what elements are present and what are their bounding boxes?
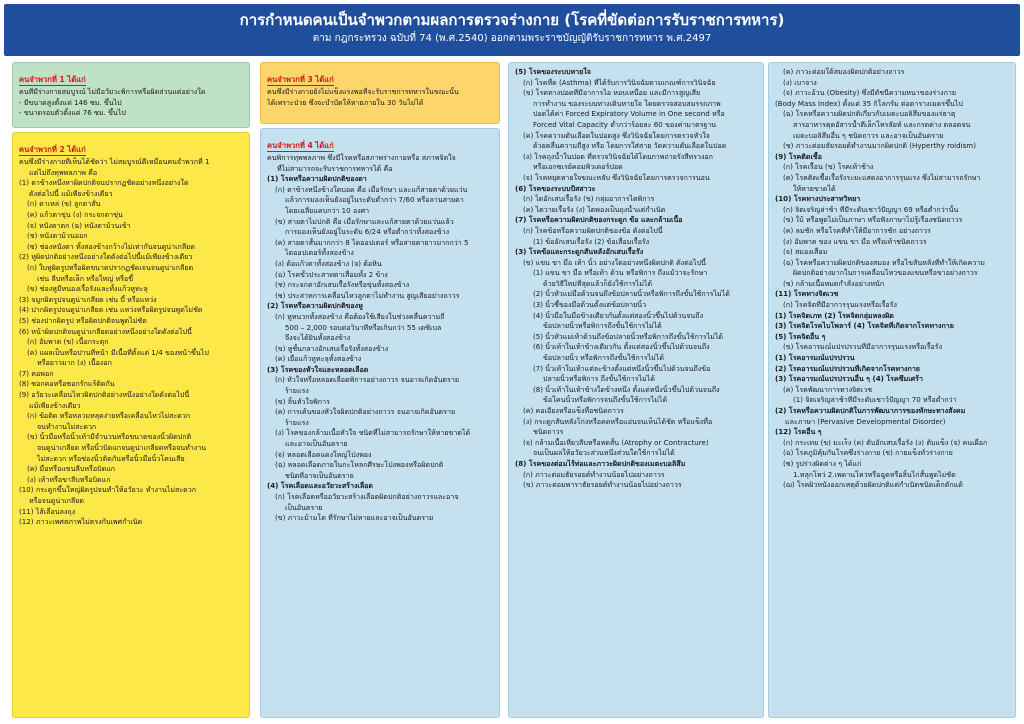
text-line: (ข) โรคอารมณ์แปรปรวนที่มีอาการรุนแรงหรือเรื้อรัง — [783, 342, 943, 352]
text-line: (ค) เยื่อแก้วหูทะลุทั้งสองข้าง — [275, 354, 362, 364]
text-line: (Body Mass Index) ตั้งแต่ 35 กิโลกรัม ต่อตารางเมตรขึ้นไป — [775, 98, 963, 108]
text-line: (ง) ต้อแก้วตาทั้งสองข้าง (จ) ต้อหิน — [275, 258, 382, 268]
text-line: (6) หน้าผิดปกติจนดูน่าเกลียดอย่างหนึ่งอย่างใดดังต่อไปนี้ — [19, 326, 192, 336]
text-line: (จ) หนังตาตก (ฉ) หนังตาม้วนเข้า — [27, 220, 131, 230]
group-1-title: คนจำพวกที่ 1 ได้แก่ — [19, 75, 86, 84]
text-line: (3) โรคอารมณ์แปรปรวนอื่น ๆ (4) โรคซึมเศร้า — [775, 374, 923, 384]
text-line: (ง) เท้าหรือขาลีบหรือบิดแก — [27, 474, 111, 484]
group-1-box — [12, 62, 250, 128]
text-line: (ข) สายตาไม่ปกติ คือ เมื่อรักษาและแก้สายตาด้วยแว่นแล้ว — [275, 216, 454, 226]
text-line: (8) โรคของต่อมไร้ท่อและภาวะผิดปกติของเมตะบอลิสึม — [515, 458, 686, 468]
text-line: (ฉ) โรคหรือความผิดปกติเกี่ยวกับเมตะบอลิสึมของแร่ธาตุ — [783, 109, 956, 119]
text-line: (2) โรคอารมณ์แปรปรวนที่เกิดจากโรคทางกาย — [775, 363, 920, 373]
text-line: (3) โรคของหัวใจและหลอดเลือด — [267, 364, 369, 374]
text-line: (3) โรคข้อและกระดูกสันหลังอักเสบเรื้อรัง — [515, 247, 644, 257]
text-line: (ข) ภาวะต่อมพาราธัยรอยด์ทำงานน้อยไปอย่างถาวร — [523, 480, 682, 490]
group-2-title: คนจำพวกที่ 2 ได้แก่ — [19, 145, 86, 154]
text-line: (ก) หัวใจหรือหลอดเลือดพิการอย่างถาวร จนอาจเกิดอันตราย — [275, 375, 459, 385]
text-line: (1) ตาข้างหนึ่งหาผิดปกติจนปรากฏชัดอย่างหนึ่งอย่างใด — [19, 178, 189, 188]
text-line: (ข) ภาวะม้ามโต ที่รักษาไม่หายและอาจเป็นอันตราย — [275, 513, 434, 523]
text-line: (จ) ภาวะอ้วน (Obesity) ซึ่งมีดัชนีความหนาของร่างกาย — [783, 88, 957, 98]
text-line: (ข) นิ้วมือหรือนิ้วเท้ามีจำนวนหรือขนาดของนิ้วผิดปกติ — [27, 432, 192, 442]
column-4-body — [775, 67, 1009, 491]
group-4-box — [260, 128, 500, 718]
text-line: ด้วยคลื่นความถี่สูง หรือ โดยการใส่สาย วัดความดันเลือดในปอด — [533, 141, 727, 151]
text-line: ปอดได้ค่า Forced Expiratory Volume in One second หรือ — [533, 109, 725, 119]
text-line: (1) แขน ขา มือ หรือเท้า ด้วน หรือพิการ ถึงแม้ว่าจะรักษา — [533, 268, 708, 278]
group-3-box — [260, 62, 500, 124]
text-line: การทำงาน ของระบบทางเดินหายใจ โดยตรวจสอบสมรรถภาพ — [533, 98, 721, 108]
text-line: แม้เพียงข้างเดียว — [29, 400, 81, 410]
text-line: ข้อปลายนิ้ว หรือพิการถึงขั้นใช้การไม่ได้ — [543, 353, 664, 363]
text-line: (ฉ) โรคขั้วประสาทตาเสื่อมทั้ง 2 ข้าง — [275, 269, 388, 279]
text-line: (ช) กระจกตาอักเสบเรื้อรังหรือขุ่นทั้งสองข้าง — [275, 280, 410, 290]
text-line: (ง) โรคถุงน้ำในปอด ที่ตรวจวินิจฉัยได้โดยภาพถ่ายรังสีทรวงอก — [523, 151, 713, 161]
text-line: (8) นิ้วเท้าในเท้าข้างใดข้างหนึ่ง ตั้งแต่หนึ่งนิ้วขึ้นไปด้วนจนถึง — [533, 384, 720, 394]
text-line: (ช) กล้ามเนื้อหมดกำลังอย่างหนัก — [783, 278, 885, 288]
group-4-continued-column-2 — [768, 62, 1016, 718]
group-3-title: คนจำพวกที่ 3 ได้แก่ — [267, 75, 334, 84]
text-line: (2) โรคหรือความผิดปกติในการพัฒนาการของทักษะทางสังคม — [775, 406, 966, 415]
text-line: คนซึ่งมีร่างกายยังไม่แข็งแรงพอที่จะรับราชการทหารในขณะนั้น — [267, 87, 459, 96]
text-line: คนที่มีร่างกายสมบูรณ์ ไม่มีอวัยวะพิการหรือผิดส่วนแต่อย่างใด — [19, 87, 206, 96]
text-line: (7) คอพอก — [19, 368, 54, 378]
text-line: (จ) สมองเสื่อม — [783, 247, 828, 257]
text-line: (ก) โรคข้อหรือความผิดปกติของข้อ ดังต่อไปนี้ — [523, 225, 663, 235]
text-line: ที่ไม่สามารถจะรับราชการทหารได้ คือ — [277, 163, 393, 173]
text-line: ร้ายแรง — [285, 386, 309, 396]
text-line: (ก) หูหนวกทั้งสองข้าง คือต้องใช้เสียงในช่วงคลื่นความถี่ — [275, 311, 445, 321]
text-line: (ข) แขน ขา มือ เท้า นิ้ว อย่างใดอย่างหนึ่งผิดปกติ ดังต่อไปนี้ — [523, 257, 706, 267]
text-line: (6) นิ้วเท้าในเท้าข้างเดียวกัน ตั้งแต่สองนิ้วขึ้นไปด้วนจนถึง — [533, 342, 710, 352]
text-line: (ค) คอเอียงหรือแข็งทื่อชนิดถาวร — [523, 406, 624, 415]
text-line: (9) โรคติดเชื้อ — [775, 151, 822, 161]
text-line: (ฉ) โรคภูมิคุ้มกันโรคซึ่งร่างกาย (ช) กายแข็งทั่วร่างกาย — [783, 448, 953, 458]
text-line: (จ) กล้ามเนื้อเหี่ยวลีบหรือหดสั้น (Atrophy or Contracture) — [523, 437, 709, 447]
text-line: (ฉ) โรคหรือความผิดปกติของสมอง หรือไขสันหลังที่ทำให้เกิดความ — [783, 257, 985, 267]
text-line: ไดออปเตอร์ทั้งสองข้าง — [285, 248, 354, 258]
text-line: ไม่สะดวก หรือช่องนิ้วติดกันหรือนิ้วมือนิ้วโคนเสีย — [37, 453, 185, 463]
text-line: (ข) โรคทางปอดที่มีอาการไอ หอบเหนื่อย และมีการสูญเสีย — [523, 88, 701, 98]
text-line: (5) โรคจิตอื่น ๆ — [775, 331, 826, 341]
text-line: หรือยาวมาก (ง) เนื้องอก — [37, 358, 112, 368]
text-line: (3) จมูกผิดรูปจนดูน่าเกลียด เช่น บี้ หรือแหว่ง — [19, 294, 157, 304]
text-line: (10) โรคทางประสาทวิทยา — [775, 194, 861, 204]
text-line: 500 – 2,000 รอบต่อวินาทีหรือเกินกว่า 55 เดซิเบล — [285, 322, 442, 332]
text-line: (ก) โรคจิตที่มีอาการรุนแรงหรือเรื้อรัง — [783, 300, 897, 310]
text-line: ข้อโคนนิ้วหรือพิการจนถึงขั้นใช้การไม่ได้ — [543, 395, 668, 405]
text-line: ปลายนิ้วหรือพิการ ถึงขั้นใช้การไม่ได้ — [543, 374, 655, 384]
text-line: (ก) ไตอักเสบเรื้อรัง (ข) กลุ่มอาการไตพิการ — [523, 194, 655, 204]
text-line: ด้วยวิธีใหม่ที่สุดแล้วก็ยังใช้การไม่ได้ — [543, 278, 653, 288]
text-line: (ข) หูชั้นกลางอักเสบเรื้อรังทั้งสองข้าง — [275, 343, 389, 353]
group-3-body — [267, 87, 493, 108]
text-line: (จ) โรคหยุดหายใจขณะหลับ ซึ่งวินิจฉัยโดยการตรวจการนอน — [523, 172, 710, 182]
text-line: ผิดปกติอย่างมากในการเคลื่อนไหวของแขนหรือขาอย่างถาวร — [793, 268, 978, 278]
text-line: (9) อวัยวะเคลื่อนไหวผิดปกติอย่างหนึ่งอย่างใดดังต่อไปนี้ — [19, 390, 190, 400]
text-line: ได้เพราะป่วย ซึ่งจะบำบัดให้หายภายใน 30 วันไม่ได้ — [267, 97, 424, 107]
text-line: (ข) ช่องหูมีหนองเรื้อรังและทั้งแก้วหูทะลุ — [27, 284, 148, 294]
text-line: (2) หูผิดปกติอย่างหนึ่งอย่างใดดังต่อไปนี้แม้เพียงข้างเดียว — [19, 252, 193, 262]
text-line: (ฌ) โรคผิวหนังออกเหตุด้วยผิดปกติแต่กำเนิดชนิดเด็กดักแด้ — [783, 480, 963, 490]
column-3-body — [515, 67, 757, 491]
page-header — [4, 4, 1020, 56]
text-line: (2) โรคหรือความผิดปกติของหู — [267, 301, 363, 311]
text-line: (ค) ภาวะต่อมใต้สมองผิดปกติอย่างถาวร — [783, 67, 905, 76]
text-line: (ค) แผลเป็นหรือปานที่หน้า มีเนื้อที่ตั้งแต่ 1/4 ของหน้าขึ้นไป — [27, 347, 209, 357]
text-line: เช่น ลีบหรือเล็ก หรือใหญ่ หรือขี้ — [37, 273, 134, 283]
group-4-body — [267, 153, 493, 524]
text-line: (5) ช่องปากผิดรูป หรือผิดปกติจนพูดไม่ชัด — [19, 315, 147, 325]
text-line: (1) จิตเจริญล่าช้าที่มีระดับเชาว์ปัญญา 70 หรือต่ำกว่า — [793, 395, 957, 405]
text-line: (ก) ภาวะต่อมธัยรอยด์ทำงานน้อยไปอย่างถาวร — [523, 469, 665, 479]
text-line: และอาจเป็นอันตราย — [285, 439, 348, 449]
text-line: (ก) ข้อติด หรือหลวมหลุดง่ายหรือเคลื่อนไหวไม่สะดวก — [27, 411, 191, 421]
text-line: (3) นิ้วชี้ของมือด้วนตั้งแต่ข้อปลายนิ้ว — [533, 300, 647, 310]
text-line: (ก) จิตเจริญล่าช้า ที่มีระดับเชาว์ปัญญา 69 หรือต่ำกว่านั้น — [783, 204, 959, 214]
text-line: 1.หลุกโหว่ 2.เพดานโหว่หรือฉูดหรือลิ้นไก่สั้นพูดไม่ชัด — [793, 469, 956, 479]
text-line: การมองเห็นยังอยู่ในระดับ 6/24 หรือต่ำกว่าทั้งสองข้าง — [285, 227, 450, 237]
page-subtitle: ตาม กฎกระทรวง ฉบับที่ 74 (พ.ศ.2540) ออกตามพระราชบัญญัติรับราชการทหาร พ.ศ.2497 — [312, 33, 712, 44]
group-4-title: คนจำพวกที่ 4 ได้แก่ — [267, 141, 334, 150]
text-line: (ค) ไตวายเรื้อรัง (ง) ไตพองเป็นถุงน้ำแต่กำเนิด — [523, 204, 666, 214]
text-line: (ค) สายตาสั้นมากกว่า 8 ไดออปเตอร์ หรือสายตายาวมากกว่า 5 — [275, 237, 469, 247]
text-line: (ค) โรคความดันเลือดในปอดสูง ซึ่งวินิจฉัยโดยการตรวจหัวใจ — [523, 130, 710, 140]
text-line: ดังต่อไปนี้ แม้เพียงข้างเดียว — [29, 188, 113, 198]
text-line: คนพิการทุพพลภาพ ซึ่งมีโรคหรือสภาพร่างกายหรือ สภาพจิตใจ — [267, 153, 456, 162]
text-line: (ช) หนังตาม้วนออก — [27, 231, 88, 241]
text-line: (7) โรคหรือความผิดปกติของกระดูก ข้อ และกล้ามเนื้อ — [515, 215, 683, 225]
text-line: (3) โรคจิตโรคไบโพลาร์ (4) โรคจิตที่เกิดจากโรคทางกาย — [775, 321, 954, 331]
text-line: (ค) การเต้นของหัวใจผิดปกติอย่างถาวร จนอาจเกิดอันตราย — [275, 407, 456, 417]
text-line: ชนิดถาวร — [533, 427, 564, 437]
page-title: การกำหนดคนเป็นจำพวกตามผลการตรวจร่างกาย (โรคที่ขัดต่อการรับราชการทหาร) — [239, 11, 785, 29]
text-line: (ค) โรคพัฒนาการทางจิตเวช — [783, 384, 873, 394]
text-line: (ก) ใบหูผิดรูปหรือผิดขนาดปรากฏชัดเจนจนดูน่าเกลียด — [27, 262, 194, 272]
text-line: (ก) กระเทย (ข) มะเร็ง (ค) ตับอักเสบเรื้อรัง (ง) ตับแข็ง (จ) คนเผือก — [783, 437, 988, 447]
text-line: (12) โรคอื่น ๆ — [775, 427, 822, 437]
text-line: (11) โรคทางจิตเวช — [775, 289, 839, 299]
text-line: (ซ) ช่องหนังตา ทั้งสองข้างกว้างไม่เท่ากันจนดูน่าเกลียด — [27, 241, 195, 251]
text-line: (ค) โรคติดเชื้อเรื้อรังระยะแสดงอาการรุนแรง ซึ่งไม่สามารถรักษา — [783, 172, 981, 182]
text-line: หรือจนดูน่าเกลียด — [29, 496, 85, 505]
text-line: (2) นิ้วหัวแม่มือด้วนจนถึงข้อปลายนิ้วหรือพิการถึงขั้นใช้การไม่ได้ — [533, 289, 730, 299]
text-line: (1) โรคอารมณ์แปรปรวน — [775, 353, 855, 363]
text-line: แต่ไม่ถึงทุพพลภาพ คือ — [29, 167, 98, 177]
text-line: จนดูน่าเกลียด หรือนิ้วบิดแกจนดูน่าเกลียดหรือจนทำงาน — [37, 443, 207, 453]
text-line: (ก) ตาเหล่ (ข) ลูกตาสั่น — [27, 199, 101, 209]
text-line: (ซ) รูปร่างผิดต่าง ๆ ได้แก่ — [783, 458, 862, 468]
text-line: (ข) ลิ้นหัวใจพิการ — [275, 396, 330, 406]
text-line: (ค) มือหรือแขนลีบหรือบิดแก — [27, 464, 116, 474]
text-line: (1) ข้ออักเสบเรื้อรัง (2) ข้อเสื่อมเรื้อรัง — [533, 236, 650, 246]
text-line: ข้อปลายนิ้วหรือพิการถึงขั้นใช้การไม่ได้ — [543, 321, 662, 331]
text-line: (ซ) ประสาทการเคลื่อนไหวลูกตาไม่ทำงาน สูญเสียอย่างถาวร — [275, 290, 460, 300]
text-line: (ข) ใบ้ หรือพูดไม่เป็นภาษา หรือฟังภาษาไม่รู้เรื่องชนิดถาวร — [783, 215, 963, 225]
text-line: ให้หายขาดได้ — [793, 183, 836, 193]
text-line: หรือเอกซเรย์คอมพิวเตอร์ปอด — [533, 162, 623, 172]
text-line: แล้วการมองเห็นยังอยู่ในระดับต่ำกว่า 7/60 หรือลานสายตา — [285, 195, 464, 205]
text-line: (ง) เบาจาง — [783, 77, 817, 87]
text-line: (10) กระดูกขึ้นใหญ่ผิดรูปจนทำให้อวัยวะ ทำงานไม่สะดวก — [19, 485, 197, 495]
text-line: (6) โรคของระบบปัสสาวะ — [515, 183, 596, 193]
text-line: เมตะบอลิสึมอื่น ๆ ชนิดถาวร และอาจเป็นอันตราย — [793, 130, 944, 140]
text-line: จนทำงานไม่สะดวก — [37, 421, 97, 431]
text-line: (ค) แก้วตาขุ่น (ง) กระจกตาขุ่น — [27, 209, 123, 219]
group-4-continued-column-1 — [508, 62, 764, 718]
text-line: (ก) อัมพาต (ข) เนื้อกระตุก — [27, 337, 109, 347]
text-line: (5) นิ้วหัวแม่เท้าด้วนถึงข้อปลายนิ้วหรือพิการถึงขั้นใช้การไม่ได้ — [533, 331, 724, 341]
text-line: จึงจะได้ยินทั้งสองข้าง — [285, 333, 351, 343]
text-line: เป็นอันตราย — [285, 502, 323, 512]
text-line: จนเป็นผลให้อวัยวะส่วนหนึ่งส่วนใดใช้การไม่ได้ — [533, 448, 675, 458]
text-line: (ช) ภาวะต่อมธัยรอยด์ทำงานมากผิดปกติ (Hyperthy roidism) — [783, 141, 976, 151]
text-line: (8) ซอกคอหรือซอกรักแร้ติดกัน — [19, 379, 115, 389]
group-2-body — [19, 157, 243, 528]
text-line: ชนิดที่อาจเป็นอันตราย — [285, 470, 354, 480]
text-line: (11) ไส้เลื่อนลงถุง — [19, 506, 76, 516]
text-line: (ก) โรคหืด (Asthma) ที่ได้รับการวินิจฉัยตามเกณฑ์การวินิจฉัย — [523, 77, 716, 87]
text-line: (1) โรคจิตเภท (2) โรคจิตกลุ่มหลงผิด — [775, 310, 894, 320]
text-line: คนซึ่งมีร่างกายที่เห็นได้ชัดว่า ไม่สมบูรณ์ดีเหมือนคนจำพวกที่ 1 — [19, 157, 210, 166]
text-line: (ก) โรคเลือดหรืออวัยวะสร้างเลือดผิดปกติอย่างถาวรและอาจ — [275, 492, 459, 501]
group-1-body — [19, 87, 243, 119]
text-line: (ค) ลมชัก หรือโรคที่ทำให้มีอาการชัก อย่างถาวร — [783, 225, 931, 235]
text-line: (ง) กระดูกสันหลังโก่งหรือคดหรือแอ่นจนเห็นได้ชัด หรือแข็งทื่อ — [523, 416, 713, 426]
text-line: (4) ปากผิดรูปจนดูน่าเกลียด เช่น แหว่งหรือผิดรูปจนพูดไม่ชัด — [19, 305, 203, 315]
text-line: (7) นิ้วเท้าในเท้าแต่ละข้างตั้งแต่หนึ่งนิ้วขึ้นไปด้วนจนถึงข้อ — [533, 363, 711, 373]
text-line: (ก) โรคเรื้อน (ข) โรคเท้าช้าง — [783, 162, 874, 172]
text-line: โดยเฉลี่ยแคบกว่า 10 องศา — [285, 205, 370, 215]
text-line: และภาษา (Pervasive Developmental Disorder) — [785, 416, 946, 426]
text-line: - มีขนาดสูงตั้งแต่ 146 ซม. ขึ้นไป — [19, 97, 122, 107]
group-2-box — [12, 132, 250, 718]
text-line: (1) โรคหรือความผิดปกติของตา — [267, 174, 367, 184]
text-line: (4) โรคเลือดและอวัยวะสร้างเลือด — [267, 481, 374, 491]
text-line: (ก) ตาข้างหนึ่งข้างใดบอด คือ เมื่อรักษา และแก้สายตาด้วยแว่น — [275, 184, 468, 194]
text-line: - ขนาดรอบตัวตั้งแต่ 76 ซม. ขึ้นไป — [19, 108, 126, 118]
text-line: (ฉ) หลอดเลือดภายในกะโหลกศีรษะโป่งพองหรือผิดปกติ — [275, 460, 444, 470]
text-line: สารอาหารคุดอัสารน้ำตีเล็กโทรลัยท์ และกรดด่าง ตลอดจน — [793, 119, 971, 129]
text-line: (5) โรคของระบบหายใจ — [515, 67, 591, 76]
text-line: Forced Vital Capacity ต่ำกว่าร้อยละ 60 ของค่ามาตรฐาน — [533, 119, 717, 129]
text-line: (ง) อัมพาต ของ แขน ขา มือ หรือเท้าชนิดถาวร — [783, 236, 927, 246]
text-line: (4) นิ้วมือในมือข้างเดียวกันตั้งแต่สองนิ้วขึ้นไปด้วนจนถึง — [533, 310, 704, 320]
text-line: (12) ภาวะเพศสภาพไม่ตรงกับเพศกำเนิด — [19, 517, 143, 527]
text-line: (จ) หลอดเลือดแดงใหญ่โป่งพอง — [275, 449, 372, 459]
text-line: (ง) โรคของกล้ามเนื้อหัวใจ ชนิดที่ไม่สามารถรักษาให้หายขาดได้ — [275, 428, 471, 438]
text-line: ร้ายแรง — [285, 417, 309, 427]
